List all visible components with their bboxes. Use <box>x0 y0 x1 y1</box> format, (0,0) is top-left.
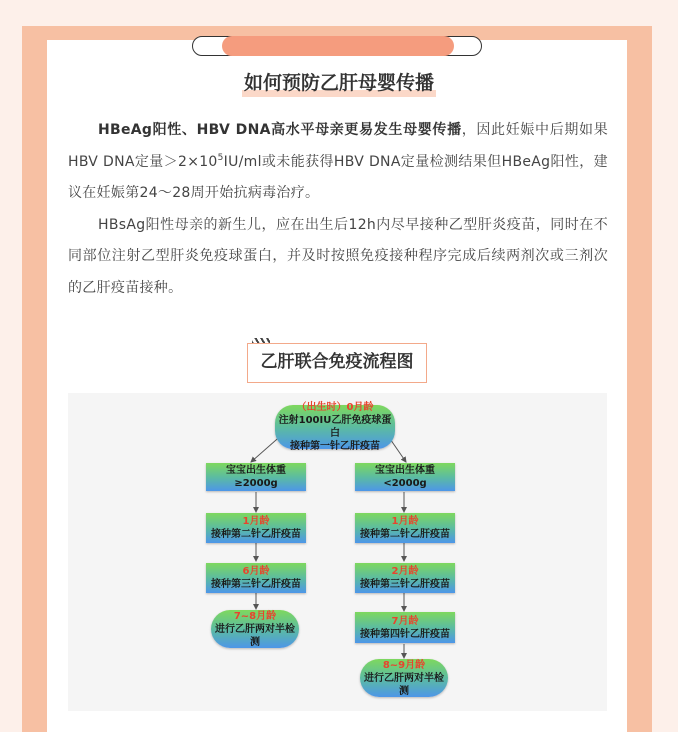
flow-node-left-test <box>211 610 299 648</box>
flow-node-right-2m <box>355 563 455 593</box>
flow-node-left-6m <box>206 563 306 593</box>
flow-node-left-weight-text: 宝宝出生体重≥2000g <box>226 465 286 489</box>
paragraph-2: HBsAg阳性母亲的新生儿，应在出生后12h内尽早接种乙型肝炎疫苗，同时在不同部位注射乙型肝炎免疫球蛋白，并及时按照免疫接种程序完成后续两剂次或三剂次的乙肝疫苗接种。 <box>68 216 608 296</box>
flow-node-left-6m-text: 接种第三针乙肝疫苗 <box>211 579 301 590</box>
paragraph-1-bold: HBeAg阳性、HBV DNA高水平母亲更易发生母婴传播 <box>98 122 462 138</box>
flowchart <box>68 393 607 711</box>
header-pill-fill <box>222 36 454 56</box>
flow-node-left-test-text: 进行乙肝两对半检测 <box>215 623 295 648</box>
flow-node-right-test <box>360 659 448 697</box>
paragraph-1-text-a: ，因此妊娠中后期如果HBV DNA定量＞2×10 <box>68 122 608 170</box>
article-body <box>68 115 608 304</box>
flow-node-left-test-age: 7~8月龄 <box>233 610 277 622</box>
flow-node-left-weight <box>206 463 306 491</box>
flow-node-right-1m <box>355 513 455 543</box>
flow-node-right-7m <box>355 612 455 643</box>
flow-node-left-1m-age: 1月龄 <box>242 516 270 527</box>
flow-node-right-7m-text: 接种第四针乙肝疫苗 <box>360 628 450 640</box>
flow-node-left-1m <box>206 513 306 543</box>
flow-node-birth-age: （出生时）0月龄 <box>296 402 374 413</box>
flow-node-right-2m-text: 接种第三针乙肝疫苗 <box>360 579 450 590</box>
flow-node-birth-line2: 接种第一针乙肝疫苗 <box>290 441 380 452</box>
paragraph-1 <box>68 115 608 210</box>
flow-node-left-6m-age: 6月龄 <box>242 566 270 577</box>
flow-node-right-test-text: 进行乙肝两对半检测 <box>364 672 444 697</box>
flow-node-birth <box>275 402 395 452</box>
flow-node-right-test-age: 8~9月龄 <box>382 659 426 671</box>
page-title: 如何预防乙肝母婴传播 <box>0 68 678 97</box>
flow-node-right-7m-age: 7月龄 <box>391 615 419 627</box>
flowchart-title: 乙肝联合免疫流程图 <box>247 343 427 383</box>
flow-node-right-weight <box>355 463 455 491</box>
paragraph-1-text-b: IU/ml或未能获得HBV DNA定量检测结果但HBeAg阳性，建议在妊娠第24～28周开始抗病毒治疗。 <box>68 153 608 201</box>
flow-node-right-1m-age: 1月龄 <box>391 516 419 527</box>
flow-node-right-weight-text: 宝宝出生体重<2000g <box>375 465 435 489</box>
flow-node-birth-line1: 注射100IU乙肝免疫球蛋白 <box>278 415 392 439</box>
flow-node-right-1m-text: 接种第二针乙肝疫苗 <box>360 529 450 540</box>
flow-node-left-1m-text: 接种第二针乙肝疫苗 <box>211 529 301 540</box>
paragraph-1-superscript: 5 <box>217 152 224 163</box>
flow-node-right-2m-age: 2月龄 <box>391 566 419 577</box>
